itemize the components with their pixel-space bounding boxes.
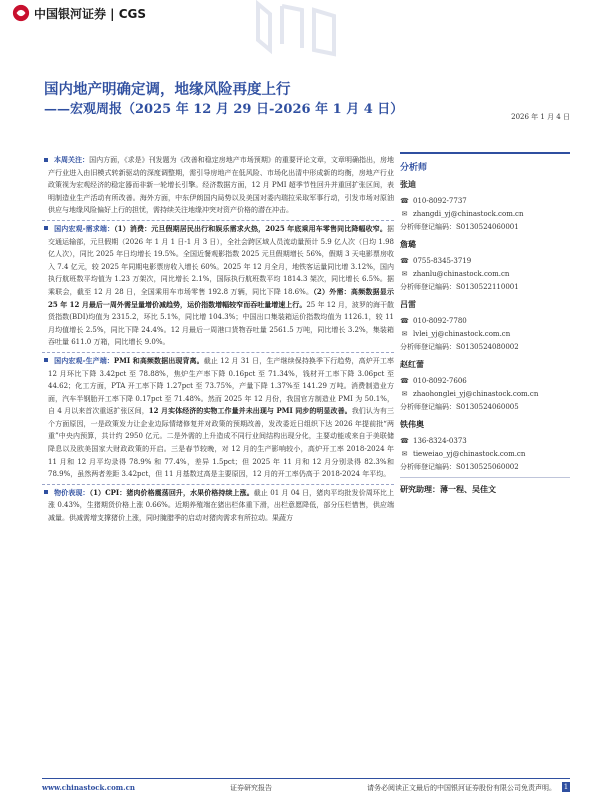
analyst-cert: S0130522110001 xyxy=(456,282,519,291)
section-lead: PMI 和高频数据出现背离。 xyxy=(113,355,204,365)
section-production xyxy=(42,352,394,484)
section-text: 国内方面，《求是》刊发题为《改善和稳定房地产市场预期》的重要评论文章，文章明确指出，房地产行业进入由旧模式转新驱动的深度调整期，需引导房地产在低风险、市场化出清中形成新的均衡，房地产行业政策视为宏观经济的稳定器而非新一轮增长引擎。经济数据方面，12 月 PMI 超季节性回升并重回扩张区间，表明制造业生产活动有所改善。海外方面，中东伊朗国内局势以及美国对委内瑞拉采取军事行动，引发市场对原油供应与地缘风险偏好上行的担忧，需持续关注地缘冲突对资产价格的潜在冲击。 xyxy=(48,156,394,215)
assistant-names: 薄一程、吴佳文 xyxy=(440,485,496,494)
email-icon: ✉ xyxy=(401,269,408,278)
analyst-card xyxy=(400,239,570,293)
phone-icon: ☎ xyxy=(400,376,409,385)
report-subtitle: ——宏观周报（2025 年 12 月 29 日-2026 年 1 月 4 日） xyxy=(44,102,404,117)
analyst-card xyxy=(400,419,570,473)
section-demand xyxy=(42,220,394,352)
analyst-email[interactable]: zhanlu@chinastock.com.cn xyxy=(413,269,510,278)
section-text-2: 我们认为有三个方面原因，一是政策发力让企业边际情绪修复并对政策的预期改善，发改委近日组织下达 2026 年提前批“两重”中央内预算，共计约 2950 亿元。二是外需的上升造成不同行业间结构出现分化，主要动能或来自于美联储降息以及欧美国家大财政政策的开启。三是春节较晚，对 12 月的生产影响较小，高炉开工率 2018-2024 年 11 月和 12 月平均录得 78.9% 和 77.4%，差异 1.5pct；但 2025 年 11 月和 12 月分别录得 82.3%和 78.9%，虽然两者差距 3.42pct，但 11 月基数过高是主要原因，12 月的开工率仍高于 2018-2024 年平均。 xyxy=(48,407,394,479)
analyst-card xyxy=(400,299,570,353)
company-logo xyxy=(12,2,146,24)
bullet-icon xyxy=(44,358,48,362)
analyst-cert: S0130524060001 xyxy=(456,222,519,231)
analyst-phone: 0755-8345-3719 xyxy=(413,256,472,265)
analyst-card xyxy=(400,359,570,413)
analyst-cert: S0130525060002 xyxy=(456,462,519,471)
analyst-email[interactable]: lvlei_yj@chinastock.com.cn xyxy=(413,329,511,338)
page-number: 1 xyxy=(563,783,569,791)
assistant-label: 研究助理： xyxy=(400,485,440,494)
logo-icon xyxy=(12,4,30,22)
bullet-icon xyxy=(44,158,48,162)
section-weekly-focus xyxy=(42,152,394,220)
footer-url[interactable]: www.chinastock.com.cn xyxy=(42,783,135,792)
analyst-cert: S0130524080002 xyxy=(456,342,519,351)
section-lead-2: 12 月实体经济的实物工作量并未出现与 PMI 同步的明显改善。 xyxy=(148,406,352,416)
email-icon: ✉ xyxy=(401,209,408,218)
page-footer xyxy=(42,778,570,793)
analyst-phone: 136-8324-0373 xyxy=(413,436,467,445)
cert-label: 分析师登记编码： xyxy=(400,282,456,291)
email-icon: ✉ xyxy=(401,389,408,398)
section-text-2: 25 年 12 月，波罗的海干散货指数(BDI)均值为 2315.2，环比 5.1%，同比增 104.3%；中国出口集装箱运价指数均值为 1126.1，较 11 月均值增长 2.5%，同比下降 24.4%。12 月最后一周港口货物吞吐量 2561.5 万吨，同比增长 3.2%，集装箱吞吐量 611.0 万箱，同比增长 9.0%。 xyxy=(48,300,394,347)
cgs-watermark xyxy=(240,0,350,60)
cert-label: 分析师登记编码： xyxy=(400,342,456,351)
section-lead: （1）CPI：猪肉价格震荡回升，水果价格持续上涨。 xyxy=(89,487,254,497)
footer-center: 证券研究报告 xyxy=(229,784,272,792)
cert-label: 分析师登记编码： xyxy=(400,402,456,411)
section-key: 物价表现： xyxy=(54,487,90,497)
section-key: 本周关注： xyxy=(54,155,90,164)
section-text: 据交通运输部，元旦假期（2026 年 1 月 1 日-1 月 3 日），全社会跨区域人员流动量预计 5.9 亿人次（日均 1.98 亿人次），同比 2025 年日均增长 19.5%。全国近餐观影指数 2025 元旦假期增长 56%，假期 3 天电影票房收入 7.4 亿元，较 2025 年同期电影票房收入增长 60%。2025 年 12 月全月，地铁客运量同比增 3.12%，国内执行航班数平均值为 1.23 万架次，同比增长 2.1%，国际执行航班数平均 1814.3 架次，同比增长 6.5%。据乘联会，截至 12 月 28 日，全国乘用车市场零售 192.8 万辆，同比下降 18.6%。 xyxy=(48,224,394,296)
cert-label: 分析师登记编码： xyxy=(400,462,456,471)
bullet-icon xyxy=(44,226,48,230)
section-key: 国内宏观-需求端： xyxy=(54,223,115,233)
analyst-name: 赵红蕾 xyxy=(400,360,424,369)
analyst-email[interactable]: tieweiao_yj@chinastock.com.cn xyxy=(413,449,526,458)
footer-disclaimer: 请务必阅读正文最后的中国银河证券股份有限公司免责声明。 xyxy=(367,784,556,792)
analyst-phone: 010-8092-7780 xyxy=(413,316,467,325)
analyst-email[interactable]: zhaohonglei_yj@chinastock.com.cn xyxy=(413,389,539,398)
phone-icon: ☎ xyxy=(400,436,409,445)
section-text: 截止 12 月 31 日，生产继续保持换季下行趋势，高炉开工率 12 月环比下降 3.42pct 至 78.88%，焦炉生产率下降 0.16pct 至 71.34%，钱材开工率下降 3.06pct 至 44.62；化工方面，PTA 开工率下降 1.27pct 至 73.75%，产量下降 1.37%至 141.29 万吨。消费制造业方面，汽车半钢胎开工率下降 0.17pct 至 71.48%。然而 2025 年 12 月份，我国官方制造业 PMI 为 50.1%，自 4 月以来首次重返扩张区间， xyxy=(48,356,395,416)
main-content xyxy=(42,152,394,528)
phone-icon: ☎ xyxy=(400,256,409,265)
analyst-heading: 分析师 xyxy=(400,152,570,173)
section-lead-2: （2）外需：高频数据显示 25 年 12 月最后一周外需呈量增价减趋势，运价指数增幅较窄而吞吐量增速上行。 xyxy=(48,286,394,309)
logo-text: 中国银河证券 | CGS xyxy=(34,6,147,21)
analyst-name: 铁伟奥 xyxy=(400,420,424,429)
analyst-phone: 010-8092-7737 xyxy=(413,196,467,205)
phone-icon: ☎ xyxy=(400,196,409,205)
email-icon: ✉ xyxy=(401,449,408,458)
analyst-sidebar xyxy=(400,152,570,495)
analyst-name: 张迪 xyxy=(400,180,416,189)
cert-label: 分析师登记编码： xyxy=(400,222,456,231)
report-date: 2026 年 1 月 4 日 xyxy=(511,113,570,121)
section-key: 国内宏观-生产端： xyxy=(54,355,114,365)
analyst-email[interactable]: zhangdi_yj@chinastock.com.cn xyxy=(413,209,524,218)
analyst-name: 詹璐 xyxy=(400,240,416,249)
analyst-cert: S0130524060005 xyxy=(456,402,519,411)
analyst-name: 吕雷 xyxy=(400,300,416,309)
report-title: 国内地产明确定调，地缘风险再度上行 xyxy=(44,81,291,98)
sidebar-divider xyxy=(400,477,570,478)
research-assistants xyxy=(400,484,570,495)
phone-icon: ☎ xyxy=(400,316,409,325)
section-prices xyxy=(42,484,394,528)
section-text: 截止 01 月 04 日，猪肉平均批发价周环比上涨 0.43%，生猪期货价格上涨 0.66%。近期养殖端在猪出栏体重下滑，出栏意愿降低，部分压栏惜售，供应端减量。供减需增支撑猪价上涨，同时腌腊季的启动对猪肉需求有所拉动。果蔬方 xyxy=(48,488,395,523)
analyst-phone: 010-8092-7606 xyxy=(413,376,467,385)
section-lead: （1）消费：元旦假期居民出行和娱乐需求火热，2025 年底乘用车零售同比降幅收窄。 xyxy=(114,223,387,233)
email-icon: ✉ xyxy=(401,329,408,338)
bullet-icon xyxy=(44,490,48,494)
analyst-card xyxy=(400,179,570,233)
